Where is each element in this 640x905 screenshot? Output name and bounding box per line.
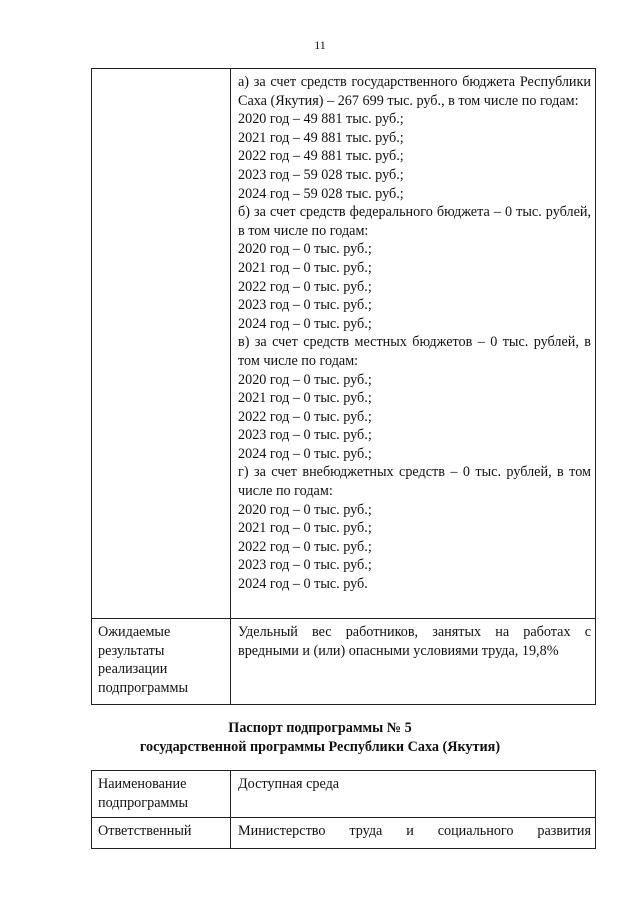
financing-label-cell	[92, 69, 231, 619]
subprogram-heading-title: Паспорт подпрограммы № 5	[228, 720, 412, 736]
year-line: 2022 год – 49 881 тыс. руб.;	[238, 148, 404, 165]
year-line: 2024 год – 0 тыс. руб.	[238, 576, 368, 593]
financing-value-cell	[231, 69, 596, 619]
name-label: Наименование подпрограммы	[92, 771, 231, 818]
year-line: 2023 год – 0 тыс. руб.;	[238, 427, 372, 444]
local-budget-years	[238, 371, 591, 464]
federal-budget-years	[238, 240, 591, 333]
table-row-name	[92, 771, 596, 818]
year-line: 2023 год – 0 тыс. руб.;	[238, 557, 372, 574]
responsible-value	[231, 818, 596, 849]
responsible-word: труда	[349, 823, 383, 839]
year-line: 2021 год – 49 881 тыс. руб.;	[238, 129, 404, 146]
offbudget-years	[238, 501, 591, 594]
local-budget-intro: в) за счет средств местных бюджетов – 0 тыс. рублей, в том числе по годам:	[238, 334, 591, 369]
subprogram-heading-subtitle: государственной программы Республики Саха (Якутия)	[139, 739, 501, 755]
federal-budget-intro: б) за счет средств федерального бюджета – 0 тыс. рублей, в том числе по годам:	[238, 204, 591, 239]
table-row-expected-results	[92, 619, 596, 705]
state-budget-years	[238, 110, 591, 203]
year-line: 2024 год – 0 тыс. руб.;	[238, 445, 372, 462]
year-line: 2023 год – 59 028 тыс. руб.;	[238, 166, 404, 183]
responsible-word: развития	[537, 823, 591, 839]
results-value: Удельный вес работников, занятых на работах с вредными и (или) опасными условиями труда, 19,8%	[231, 619, 596, 705]
year-line: 2020 год – 0 тыс. руб.;	[238, 241, 372, 258]
responsible-label: Ответственный	[92, 818, 231, 849]
results-label: Ожидаемые результаты реализации подпрограммы	[92, 619, 231, 705]
name-value: Доступная среда	[231, 771, 596, 818]
year-line: 2020 год – 0 тыс. руб.;	[238, 501, 372, 518]
table-row-financing	[92, 69, 596, 619]
table-row-responsible	[92, 818, 596, 849]
year-line: 2024 год – 0 тыс. руб.;	[238, 315, 372, 332]
subprogram-5-passport-table	[91, 770, 596, 849]
year-line: 2020 год – 49 881 тыс. руб.;	[238, 111, 404, 128]
year-line: 2024 год – 59 028 тыс. руб.;	[238, 185, 404, 202]
year-line: 2022 год – 0 тыс. руб.;	[238, 538, 372, 555]
responsible-word: и	[406, 823, 414, 839]
responsible-word: Министерство	[238, 823, 326, 839]
offbudget-intro: г) за счет внебюджетных средств – 0 тыс. рублей, в том числе по годам:	[238, 464, 591, 500]
year-line: 2022 год – 0 тыс. руб.;	[238, 408, 372, 425]
responsible-word: социального	[437, 823, 514, 839]
year-line: 2023 год – 0 тыс. руб.;	[238, 297, 372, 314]
year-line: 2022 год – 0 тыс. руб.;	[238, 278, 372, 295]
page-number: 11	[314, 38, 326, 52]
year-line: 2021 год – 0 тыс. руб.;	[238, 259, 372, 276]
year-line: 2021 год – 0 тыс. руб.;	[238, 520, 372, 537]
state-budget-intro: а) за счет средств государственного бюджета Республики Саха (Якутия) – 267 699 тыс. руб., в том числе по годам:	[238, 74, 591, 109]
year-line: 2020 год – 0 тыс. руб.;	[238, 371, 372, 388]
year-line: 2021 год – 0 тыс. руб.;	[238, 390, 372, 407]
passport-table-continued	[91, 68, 596, 705]
